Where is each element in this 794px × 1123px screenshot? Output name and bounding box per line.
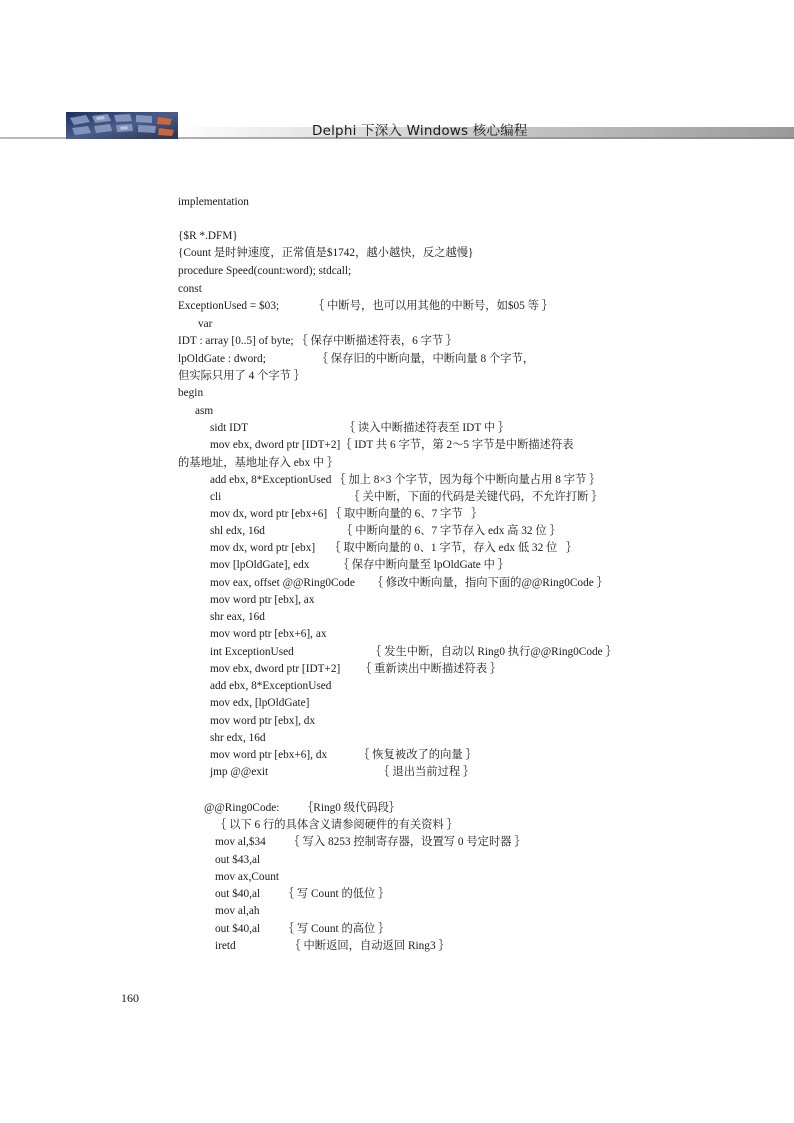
code-line: var xyxy=(198,318,213,330)
code-line: ExceptionUsed = $03; ｛ 中断号，也可以用其他的中断号，如$05 等 ｝ xyxy=(178,300,554,312)
code-line: {Count 是时钟速度，正常值是$1742，越小越快，反之越慢} xyxy=(178,247,474,259)
running-header-title: Delphi 下深入 Windows 核心编程 xyxy=(312,123,528,139)
code-line: shr eax, 16d xyxy=(210,611,265,623)
code-line: mov dx, word ptr [ebx] ｛ 取中断向量的 0、1 字节，存入 edx 低 32 位 ｝ xyxy=(210,542,578,554)
code-line: out $43,al xyxy=(215,854,261,866)
code-line: const xyxy=(178,283,202,295)
code-line: @@Ring0Code: ｛Ring0 级代码段｝ xyxy=(204,802,401,814)
code-line: shr edx, 16d xyxy=(210,732,266,744)
code-line: asm xyxy=(195,405,214,417)
code-line: mov edx, [lpOldGate] xyxy=(210,697,310,709)
code-line: mov dx, word ptr [ebx+6] ｛ 取中断向量的 6、7 字节 ｝ xyxy=(210,508,483,520)
code-line: add ebx, 8*ExceptionUsed xyxy=(210,680,332,692)
code-line: mov al,ah xyxy=(215,905,260,917)
code-line: 的基地址，基地址存入 ebx 中 ｝ xyxy=(178,457,339,469)
code-line: shl edx, 16d ｛ 中断向量的 6、7 字节存入 edx 高 32 位 ｝ xyxy=(210,525,561,537)
code-line: int ExceptionUsed ｛ 发生中断，自动以 Ring0 执行@@Ring0Code ｝ xyxy=(210,646,617,658)
keyboard-header-image xyxy=(66,112,178,139)
code-line: {$R *.DFM} xyxy=(178,230,238,242)
code-line: sidt IDT ｛ 读入中断描述符表至 IDT 中 ｝ xyxy=(210,422,510,434)
code-line: cli ｛ 关中断，下面的代码是关键代码，不允许打断 ｝ xyxy=(210,491,603,503)
code-line: IDT : array [0..5] of byte; ｛ 保存中断描述符表，6 字节 ｝ xyxy=(178,335,458,347)
code-line: ｛ 以下 6 行的具体含义请参阅硬件的有关资料 ｝ xyxy=(215,819,458,831)
code-line: add ebx, 8*ExceptionUsed ｛ 加上 8×3 个字节，因为每个中断向量占用 8 字节 ｝ xyxy=(210,474,601,486)
code-line: mov al,$34 ｛ 写入 8253 控制寄存器，设置写 0 号定时器 ｝ xyxy=(215,836,526,848)
code-line: mov [lpOldGate], edx ｛ 保存中断向量至 lpOldGate 中 ｝ xyxy=(210,559,510,571)
code-line: mov eax, offset @@Ring0Code ｛ 修改中断向量，指向下面的@@Ring0Code ｝ xyxy=(210,577,608,589)
code-line: procedure Speed(count:word); stdcall; xyxy=(178,265,352,277)
code-line: mov word ptr [ebx], dx xyxy=(210,715,316,727)
code-line: out $40,al ｛ 写 Count 的高位 ｝ xyxy=(215,923,390,935)
code-line: out $40,al ｛ 写 Count 的低位 ｝ xyxy=(215,888,390,900)
page-number: 160 xyxy=(121,991,139,1005)
code-line: mov ax,Count xyxy=(215,871,280,883)
code-line: jmp @@exit ｛ 退出当前过程 ｝ xyxy=(210,766,475,778)
code-line: lpOldGate : dword; ｛ 保存旧的中断向量，中断向量 8 个字节， xyxy=(178,353,535,365)
code-line: mov ebx, dword ptr [IDT+2] ｛ 重新读出中断描述符表 ｝ xyxy=(210,663,502,675)
code-line: 但实际只用了 4 个字节 ｝ xyxy=(178,370,306,382)
code-line: mov ebx, dword ptr [IDT+2]｛ IDT 共 6 字节，第 2～5 字节是中断描述符表 xyxy=(210,439,574,451)
code-line: mov word ptr [ebx+6], ax xyxy=(210,628,327,640)
code-line: implementation xyxy=(178,196,249,208)
code-line: mov word ptr [ebx+6], dx ｛ 恢复被改了的向量 ｝ xyxy=(210,749,477,761)
code-line: begin xyxy=(178,387,204,399)
code-line: iretd ｛ 中断返回，自动返回 Ring3 ｝ xyxy=(215,940,450,952)
code-line: mov word ptr [ebx], ax xyxy=(210,594,315,606)
